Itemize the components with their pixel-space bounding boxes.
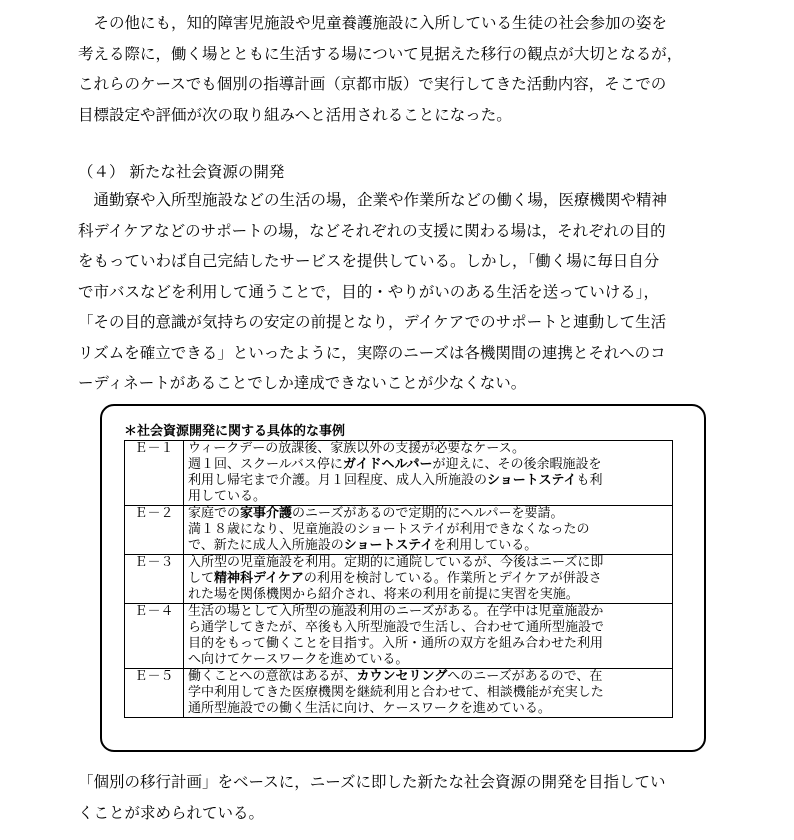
case-line <box>188 441 672 457</box>
case-code: Ｅ－１ <box>125 441 184 506</box>
case-text: のニーズがあるので定期的にヘルパーを要請。 <box>292 506 564 521</box>
emphasized-term: 精神科デイケア <box>214 571 304 586</box>
text-line: その他にも，知的障害児施設や児童養護施設に入所している生徒の社会参加の姿を <box>78 14 668 32</box>
emphasized-term: ショートステイ <box>487 473 577 488</box>
case-text: 満１８歳になり、児童施設のショートステイが利用できなくなったの <box>188 522 590 537</box>
case-line <box>188 522 672 538</box>
table-row <box>125 669 673 718</box>
case-text: 家庭での <box>188 506 241 521</box>
table-row <box>125 506 673 555</box>
case-code: Ｅ－４ <box>125 604 184 669</box>
closing-paragraph <box>78 767 718 828</box>
case-text: 用している。 <box>188 489 267 504</box>
case-line <box>188 652 672 668</box>
case-text: 利用し帰宅まで介護。月１回程度、成人入所施設の <box>188 473 488 488</box>
text-line: ーディネートがあることでしか達成できないことが少なくない。 <box>78 374 527 392</box>
emphasized-term: ガイドヘルパー <box>342 457 433 472</box>
case-text: 目的をもって働くことを目指す。入所・通所の双方を組み合わせた利用 <box>188 636 603 651</box>
text-line: くことが求められている。 <box>78 803 265 822</box>
case-box-title: ＊社会資源開発に関する具体的な事例 <box>124 424 346 439</box>
text-line: 目標設定や評価が次の取り組みへと活用されることになった。 <box>78 105 512 124</box>
text-line: 通勤寮や入所型施設などの生活の場，企業や作業所などの働く場，医療機関や精神 <box>78 191 668 209</box>
text-line: 「その目的意識が気持ちの安定の前提となり，デイケアでのサポートと連動して生活 <box>78 313 667 331</box>
case-line <box>188 506 672 522</box>
case-text: の利用を検討している。作業所とデイケアが併設さ <box>303 571 602 586</box>
case-line <box>188 457 672 473</box>
case-text: ら通学してきたが、卒後も入所型施設で生活し、合わせて通所型施設で <box>188 620 605 635</box>
case-line <box>188 685 672 701</box>
section-heading: （４） 新たな社会資源の開発 <box>78 163 285 181</box>
case-line <box>188 620 672 636</box>
case-text: へのニーズがあるので、在 <box>447 669 603 684</box>
case-line <box>188 473 672 489</box>
case-line <box>188 604 672 620</box>
table-row <box>125 555 673 604</box>
case-text: へ向けてケースワークを進めている。 <box>188 652 409 667</box>
text-line: 科デイケアなどのサポートの場，などそれぞれの支援に関わる場は，それぞれの目的 <box>78 221 666 240</box>
case-code: Ｅ－５ <box>125 669 184 718</box>
emphasized-term: 家事介護 <box>240 506 293 521</box>
case-line <box>188 489 672 505</box>
case-description <box>184 555 673 604</box>
case-text: 生活の場として入所型の施設利用のニーズがある。在学中は児童施設か <box>188 604 604 619</box>
case-text: れた場を関係機関から紹介され、将来の利用を前提に実習を実施。 <box>188 587 579 602</box>
case-line <box>188 587 672 603</box>
table-row <box>125 604 673 669</box>
case-description <box>184 669 673 718</box>
case-line <box>188 636 672 652</box>
case-text: で、新たに成人入所施設の <box>188 538 344 553</box>
emphasized-term: ショートステイ <box>343 538 434 553</box>
case-text: して <box>188 571 215 586</box>
text-line: これらのケースでも個別の指導計画（京都市版）で実行してきた活動内容，そこでの <box>78 75 667 93</box>
case-table <box>124 440 673 718</box>
case-code: Ｅ－３ <box>125 555 184 604</box>
case-text: 通所型施設での働く生活に向け、ケースワークを進めている。 <box>188 701 551 716</box>
case-description <box>184 506 673 555</box>
body-paragraph <box>78 185 718 399</box>
text-line: で市バスなどを利用して通うことで，目的・やりがいのある生活を送っていける」， <box>78 282 659 301</box>
case-line <box>188 538 672 554</box>
text-line: リズムを確立できる」といったように，実際のニーズは各機関間の連携とそれへのコ <box>78 343 666 362</box>
table-row <box>125 441 673 506</box>
case-text: 週１回、スクールバス停に <box>188 457 343 472</box>
case-text: を利用している。 <box>433 538 538 553</box>
text-line: をもっていわば自己完結したサービスを提供している。しかし，「働く場に毎日自分 <box>78 252 660 270</box>
case-text: が迎えに、その後余暇施設を <box>432 457 602 472</box>
case-text: 学中利用してきた医療機関を継続利用と合わせて、相談機能が充実した <box>188 685 604 700</box>
case-line <box>188 555 672 571</box>
case-line <box>188 701 672 717</box>
case-description <box>184 604 673 669</box>
case-code: Ｅ－２ <box>125 506 184 555</box>
case-text: も利 <box>576 473 603 488</box>
case-line <box>188 669 672 685</box>
case-text: 入所型の児童施設を利用。定期的に通院しているが、今後はニーズに即 <box>188 555 604 570</box>
text-line: 「個別の移行計画」をベースに，ニーズに即した新たな社会資源の開発を目指してい <box>78 773 666 791</box>
text-line: 考える際に，働く場とともに生活する場について見据えた移行の観点が大切となるが， <box>78 44 683 63</box>
case-line <box>188 571 672 587</box>
intro-paragraph <box>78 8 718 130</box>
case-text: ウィークデーの放課後、家族以外の支援が必要なケース。 <box>188 441 525 456</box>
case-text: 働くことへの意欲はあるが、 <box>188 669 357 684</box>
emphasized-term: カウンセリング <box>356 669 448 684</box>
case-description <box>184 441 673 506</box>
